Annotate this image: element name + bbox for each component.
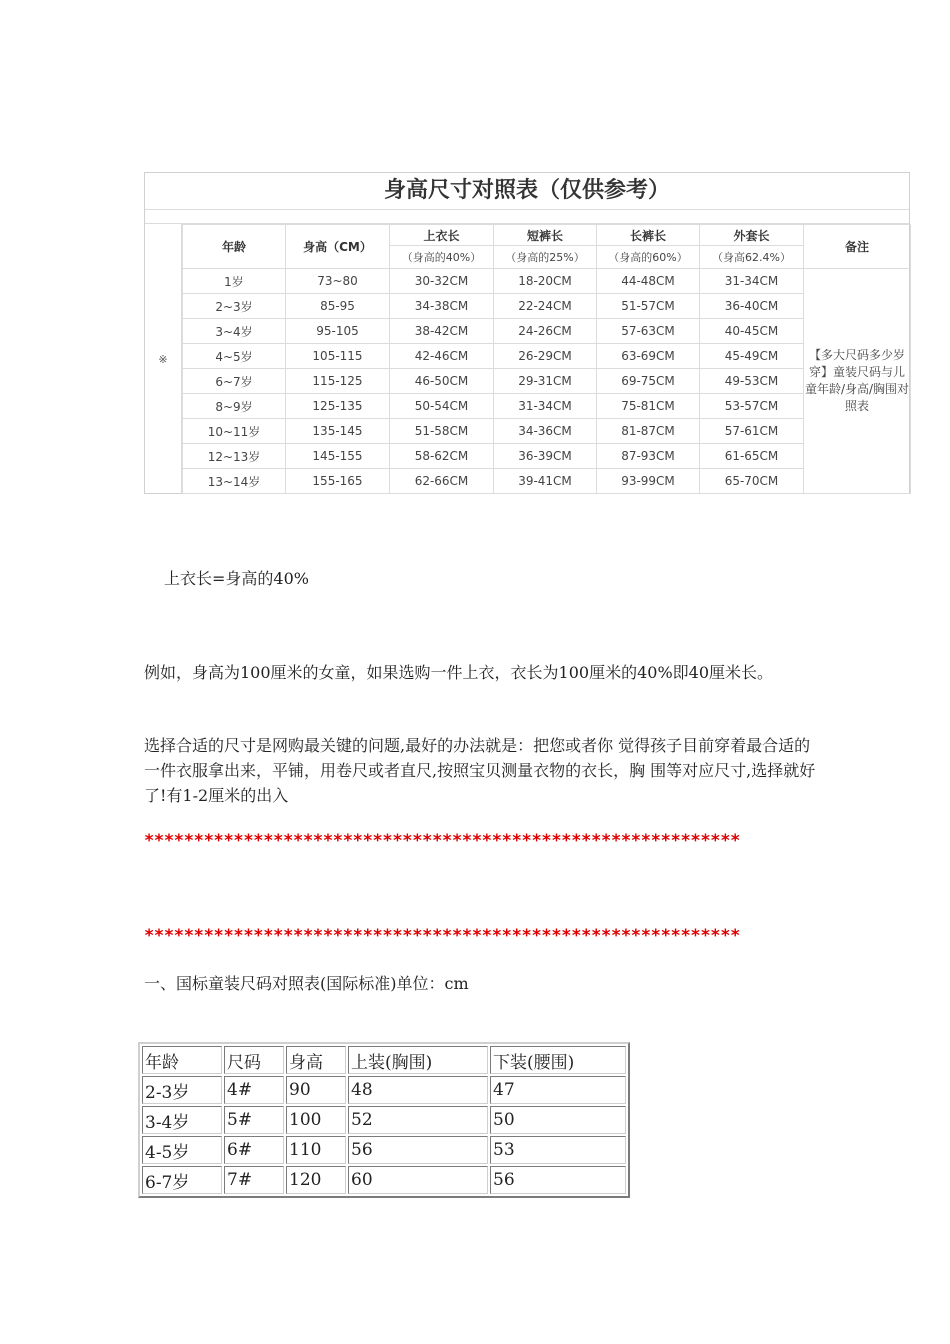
separator-line: ************************************************************ — [144, 831, 741, 851]
header-shorts-sub: （身高的25%） — [494, 246, 597, 269]
cell-height: 135-145 — [286, 419, 390, 444]
cell-chest: 56 — [348, 1136, 488, 1164]
table-row — [183, 269, 911, 294]
cell-age: 2~3岁 — [183, 294, 286, 319]
cell-height: 115-125 — [286, 369, 390, 394]
table-row — [183, 319, 911, 344]
cell-pants: 51-57CM — [597, 294, 700, 319]
cell-pants: 87-93CM — [597, 444, 700, 469]
cell-age: 1岁 — [183, 269, 286, 294]
cell-age: 12~13岁 — [183, 444, 286, 469]
formula-text: 上衣长=身高的40% — [164, 569, 309, 588]
cell-waist: 50 — [490, 1106, 626, 1134]
separator-line: ************************************************************ — [144, 926, 741, 946]
cell-coat: 49-53CM — [700, 369, 804, 394]
chart-side-label: ※ — [145, 224, 182, 494]
cell-shorts: 22-24CM — [494, 294, 597, 319]
cell-top: 38-42CM — [390, 319, 494, 344]
cell-top: 50-54CM — [390, 394, 494, 419]
cell-age: 2-3岁 — [142, 1076, 222, 1104]
cell-shorts: 18-20CM — [494, 269, 597, 294]
cell-chest: 60 — [348, 1166, 488, 1194]
table-row — [183, 394, 911, 419]
cell-top: 34-38CM — [390, 294, 494, 319]
cell-age: 13~14岁 — [183, 469, 286, 494]
cell-chest: 52 — [348, 1106, 488, 1134]
cell-coat: 40-45CM — [700, 319, 804, 344]
cell-height: 110 — [286, 1136, 346, 1164]
table-row — [183, 344, 911, 369]
cell-shorts: 34-36CM — [494, 419, 597, 444]
cell-height: 155-165 — [286, 469, 390, 494]
cell-height: 145-155 — [286, 444, 390, 469]
table-row — [183, 469, 911, 494]
advice-paragraph: 选择合适的尺寸是网购最关键的问题,最好的办法就是：把您或者你 觉得孩子目前穿着最合适的一件衣服拿出来，平铺，用卷尺或者直尺,按照宝贝测量衣物的衣长，胸 围等对应尺寸,选择就好了!有1-2厘米的出入 — [144, 736, 816, 805]
cell-shorts: 24-26CM — [494, 319, 597, 344]
cell-age: 3-4岁 — [142, 1106, 222, 1134]
cell-size: 7# — [224, 1166, 284, 1194]
cell-top: 42-46CM — [390, 344, 494, 369]
header-top: 上衣长 — [390, 225, 494, 246]
table-row — [183, 294, 911, 319]
cell-age: 4~5岁 — [183, 344, 286, 369]
header-age: 年龄 — [142, 1046, 222, 1074]
cell-coat: 31-34CM — [700, 269, 804, 294]
cell-shorts: 31-34CM — [494, 394, 597, 419]
table-row — [142, 1166, 626, 1194]
cell-shorts: 36-39CM — [494, 444, 597, 469]
cell-coat: 57-61CM — [700, 419, 804, 444]
header-bottom-waist: 下装(腰围) — [490, 1046, 626, 1074]
cell-height: 85-95 — [286, 294, 390, 319]
header-pants: 长裤长 — [597, 225, 700, 246]
cell-top: 30-32CM — [390, 269, 494, 294]
table-row — [142, 1136, 626, 1164]
cell-coat: 45-49CM — [700, 344, 804, 369]
cell-size: 4# — [224, 1076, 284, 1104]
cell-coat: 65-70CM — [700, 469, 804, 494]
header-coat: 外套长 — [700, 225, 804, 246]
header-top-sub: （身高的40%） — [390, 246, 494, 269]
cell-waist: 56 — [490, 1166, 626, 1194]
cell-top: 46-50CM — [390, 369, 494, 394]
table-row — [142, 1106, 626, 1134]
example-paragraph: 例如，身高为100厘米的女童，如果选购一件上衣，衣长为100厘米的40%即40厘米长。 — [144, 663, 774, 682]
cell-coat: 61-65CM — [700, 444, 804, 469]
header-coat-sub: （身高62.4%） — [700, 246, 804, 269]
cell-size: 5# — [224, 1106, 284, 1134]
cell-shorts: 26-29CM — [494, 344, 597, 369]
header-size: 尺码 — [224, 1046, 284, 1074]
cell-pants: 93-99CM — [597, 469, 700, 494]
cell-pants: 63-69CM — [597, 344, 700, 369]
cell-top: 58-62CM — [390, 444, 494, 469]
cell-shorts: 29-31CM — [494, 369, 597, 394]
cell-waist: 53 — [490, 1136, 626, 1164]
cell-age: 4-5岁 — [142, 1136, 222, 1164]
cell-age: 3~4岁 — [183, 319, 286, 344]
header-top-chest: 上装(胸围) — [348, 1046, 488, 1074]
cell-height: 120 — [286, 1166, 346, 1194]
cell-height: 90 — [286, 1076, 346, 1104]
cell-height: 73~80 — [286, 269, 390, 294]
chart-title: 身高尺寸对照表（仅供参考） — [145, 173, 909, 210]
chart-header-row — [183, 225, 911, 246]
note-link[interactable]: 【多大尺码多少岁穿】童装尺码与儿童年龄/身高/胸围对照表 — [804, 269, 911, 494]
header-note: 备注 — [804, 225, 911, 269]
cell-age: 6-7岁 — [142, 1166, 222, 1194]
header-pants-sub: （身高的60%） — [597, 246, 700, 269]
cell-size: 6# — [224, 1136, 284, 1164]
header-height: 身高 — [286, 1046, 346, 1074]
header-age: 年龄 — [183, 225, 286, 269]
size-chart-table — [182, 224, 911, 494]
table-row — [183, 419, 911, 444]
cell-height: 125-135 — [286, 394, 390, 419]
section-title: 一、国标童装尺码对照表(国际标准)单位：cm — [144, 974, 469, 993]
header-shorts: 短裤长 — [494, 225, 597, 246]
cell-pants: 81-87CM — [597, 419, 700, 444]
cell-pants: 57-63CM — [597, 319, 700, 344]
cell-coat: 53-57CM — [700, 394, 804, 419]
cell-age: 8~9岁 — [183, 394, 286, 419]
cell-height: 100 — [286, 1106, 346, 1134]
cell-height: 95-105 — [286, 319, 390, 344]
size-chart-image — [144, 172, 910, 494]
table-header-row — [142, 1046, 626, 1074]
cell-coat: 36-40CM — [700, 294, 804, 319]
cell-pants: 44-48CM — [597, 269, 700, 294]
header-height: 身高（CM） — [286, 225, 390, 269]
cell-pants: 75-81CM — [597, 394, 700, 419]
table-row — [142, 1076, 626, 1104]
table-row — [183, 369, 911, 394]
cell-age: 10~11岁 — [183, 419, 286, 444]
cell-pants: 69-75CM — [597, 369, 700, 394]
size-table-standard — [138, 1042, 630, 1198]
cell-top: 62-66CM — [390, 469, 494, 494]
cell-chest: 48 — [348, 1076, 488, 1104]
cell-shorts: 39-41CM — [494, 469, 597, 494]
table-row — [183, 444, 911, 469]
cell-height: 105-115 — [286, 344, 390, 369]
cell-top: 51-58CM — [390, 419, 494, 444]
cell-age: 6~7岁 — [183, 369, 286, 394]
cell-waist: 47 — [490, 1076, 626, 1104]
chart-header-strip — [145, 209, 909, 224]
